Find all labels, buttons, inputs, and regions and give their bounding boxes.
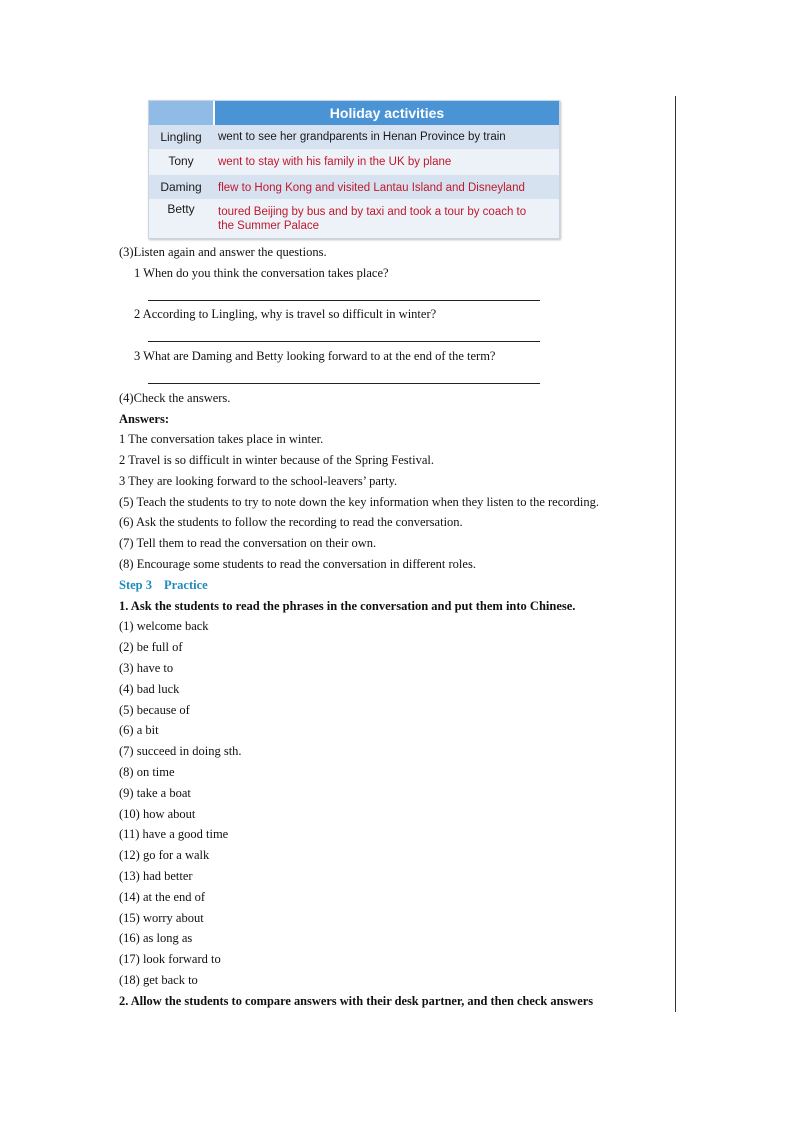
phrase-item: (4) bad luck — [119, 682, 180, 696]
row-activity: went to stay with his family in the UK by plane — [218, 156, 452, 168]
phrase-item: (3) have to — [119, 661, 174, 675]
phrase-item: (14) at the end of — [119, 890, 206, 904]
answers-label: Answers: — [119, 412, 169, 426]
row-name: Daming — [160, 180, 202, 194]
phrase-item: (7) succeed in doing sth. — [119, 744, 242, 758]
holiday-activities-table — [148, 100, 560, 239]
phrase-item: (8) on time — [119, 765, 175, 779]
table-header — [149, 101, 559, 125]
phrase-item: (17) look forward to — [119, 952, 221, 966]
phrase-item: (9) take a boat — [119, 786, 191, 800]
step3-heading — [119, 578, 208, 593]
row-name: Lingling — [160, 130, 202, 144]
step-5: (5) Teach the students to try to note down the key information when they listen to the recording. — [119, 495, 600, 509]
row-activity-line2: the Summer Palace — [218, 220, 319, 232]
step3-instruction-2: 2. Allow the students to compare answers with their desk partner, and then check answers — [119, 994, 594, 1008]
step-6: (6) Ask the students to follow the recording to read the conversation. — [119, 515, 463, 529]
answer-blank-3 — [148, 383, 540, 384]
phrase-item: (1) welcome back — [119, 619, 209, 633]
step-7: (7) Tell them to read the conversation on their own. — [119, 536, 377, 550]
table-row — [149, 125, 559, 149]
answer-blank-1 — [148, 300, 540, 301]
phrase-item: (12) go for a walk — [119, 848, 210, 862]
answer-3: 3 They are looking forward to the school-leavers’ party. — [119, 474, 398, 488]
question-1: 1 When do you think the conversation takes place? — [134, 266, 389, 280]
answer-1: 1 The conversation takes place in winter. — [119, 432, 324, 446]
phrase-item: (6) a bit — [119, 723, 159, 737]
phrase-item: (18) get back to — [119, 973, 198, 987]
row-activity: flew to Hong Kong and visited Lantau Island and Disneyland — [218, 182, 525, 194]
phrase-item: (13) had better — [119, 869, 193, 883]
question-2: 2 According to Lingling, why is travel so difficult in winter? — [134, 307, 437, 321]
row-activity-line1: toured Beijing by bus and by taxi and took a tour by coach to — [218, 206, 527, 218]
table-row — [149, 199, 559, 238]
table-title: Holiday activities — [329, 105, 445, 121]
phrase-item: (11) have a good time — [119, 827, 229, 841]
phrase-item: (5) because of — [119, 703, 190, 717]
phrase-item: (16) as long as — [119, 931, 193, 945]
row-name: Betty — [167, 202, 195, 216]
row-activity: went to see her grandparents in Henan Province by train — [218, 131, 506, 143]
section4-heading: (4)Check the answers. — [119, 391, 231, 405]
table-row — [149, 149, 559, 175]
section3-heading: (3)Listen again and answer the questions. — [119, 245, 327, 259]
step3-label: Step 3 — [119, 578, 152, 592]
phrase-item: (2) be full of — [119, 640, 183, 654]
page-right-rule — [675, 96, 676, 1012]
row-name: Tony — [168, 154, 194, 168]
answer-2: 2 Travel is so difficult in winter because of the Spring Festival. — [119, 453, 435, 467]
step3-instruction-1: 1. Ask the students to read the phrases in the conversation and put them into Chinese. — [119, 599, 576, 613]
question-3: 3 What are Daming and Betty looking forward to at the end of the term? — [134, 349, 496, 363]
phrase-item: (10) how about — [119, 807, 196, 821]
step3-title: Practice — [164, 578, 208, 592]
phrase-item: (15) worry about — [119, 911, 204, 925]
step-8: (8) Encourage some students to read the conversation in different roles. — [119, 557, 476, 571]
answer-blank-2 — [148, 341, 540, 342]
table-header-corner — [149, 101, 215, 125]
table-row — [149, 175, 559, 199]
